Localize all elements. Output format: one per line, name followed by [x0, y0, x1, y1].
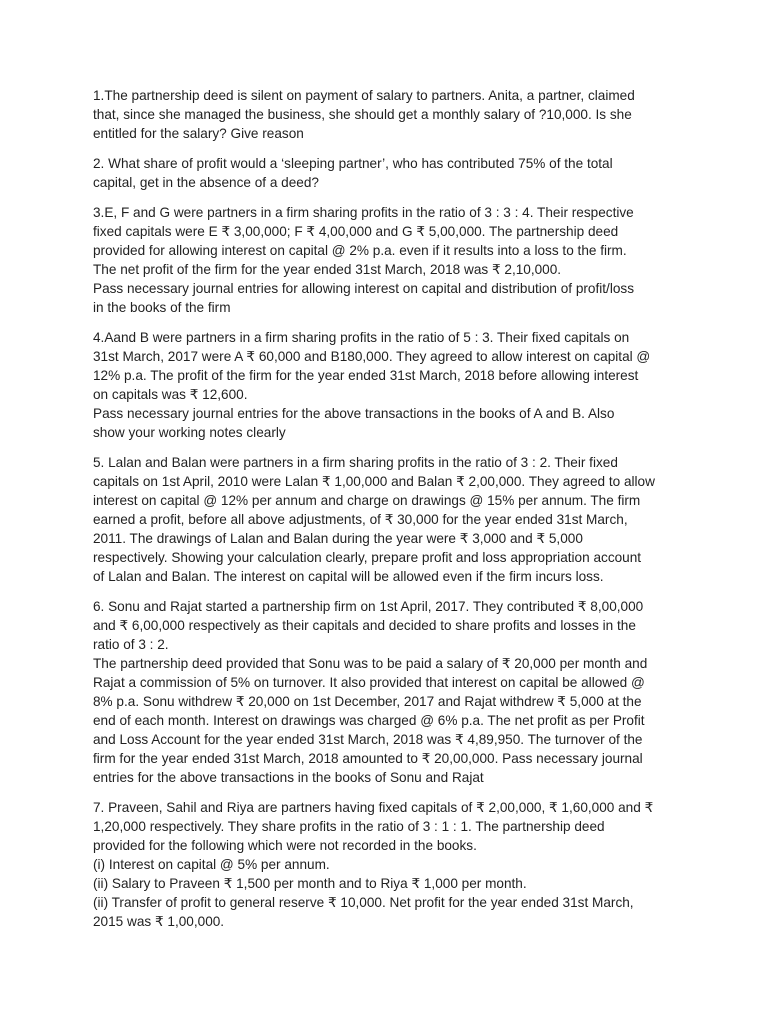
question-line: and Loss Account for the year ended 31st March, 2018 was ₹ 4,89,950. The turnover of the [93, 732, 643, 747]
question-line: 4.Aand B were partners in a firm sharing profits in the ratio of 5 : 3. Their fixed capitals on [93, 330, 630, 345]
question-3 [93, 203, 676, 317]
question-line: 5. Lalan and Balan were partners in a firm sharing profits in the ratio of 3 : 2. Their fixed [93, 455, 618, 470]
question-line: (ii) Salary to Praveen ₹ 1,500 per month and to Riya ₹ 1,000 per month. [93, 876, 527, 891]
question-line: of Lalan and Balan. The interest on capital will be allowed even if the firm incurs loss. [93, 569, 604, 584]
question-line: 7. Praveen, Sahil and Riya are partners having fixed capitals of ₹ 2,00,000, ₹ 1,60,000 and ₹ [93, 800, 654, 815]
question-line: on capitals was ₹ 12,600. [93, 387, 248, 402]
question-line: (i) Interest on capital @ 5% per annum. [93, 857, 330, 872]
question-line: capital, get in the absence of a deed? [93, 175, 319, 190]
question-4 [93, 328, 676, 442]
question-line: The partnership deed provided that Sonu was to be paid a salary of ₹ 20,000 per month and [93, 656, 648, 671]
question-line: 3.E, F and G were partners in a firm sharing profits in the ratio of 3 : 3 : 4. Their respective [93, 205, 634, 220]
question-line: and ₹ 6,00,000 respectively as their capitals and decided to share profits and losses in the [93, 618, 636, 633]
question-line: show your working notes clearly [93, 425, 286, 440]
question-line: 1.The partnership deed is silent on payment of salary to partners. Anita, a partner, claimed [93, 88, 635, 103]
question-line: end of each month. Interest on drawings was charged @ 6% p.a. The net profit as per Profit [93, 713, 645, 728]
question-line: earned a profit, before all above adjustments, of ₹ 30,000 for the year ended 31st March, [93, 512, 628, 527]
question-line: Rajat a commission of 5% on turnover. It also provided that interest on capital be allowed @ [93, 675, 645, 690]
question-line: Pass necessary journal entries for the above transactions in the books of A and B. Also [93, 406, 615, 421]
question-line: 31st March, 2017 were A ₹ 60,000 and B180,000. They agreed to allow interest on capital @ [93, 349, 651, 364]
question-line: interest on capital @ 12% per annum and charge on drawings @ 15% per annum. The firm [93, 493, 641, 508]
question-line: in the books of the firm [93, 300, 231, 315]
question-5 [93, 453, 676, 586]
question-line: Pass necessary journal entries for allowing interest on capital and distribution of profit/loss [93, 281, 635, 296]
question-line: 12% p.a. The profit of the firm for the year ended 31st March, 2018 before allowing interest [93, 368, 639, 383]
question-6 [93, 597, 676, 787]
question-line: 2015 was ₹ 1,00,000. [93, 914, 225, 929]
question-line: capitals on 1st April, 2010 were Lalan ₹ 1,00,000 and Balan ₹ 2,00,000. They agreed to allow [93, 474, 655, 489]
question-7 [93, 798, 676, 931]
question-line: 2011. The drawings of Lalan and Balan during the year were ₹ 3,000 and ₹ 5,000 [93, 531, 583, 546]
question-line: 8% p.a. Sonu withdrew ₹ 20,000 on 1st December, 2017 and Rajat withdrew ₹ 5,000 at the [93, 694, 642, 709]
question-line: (ii) Transfer of profit to general reserve ₹ 10,000. Net profit for the year ended 31st March, [93, 895, 634, 910]
question-line: entitled for the salary? Give reason [93, 126, 304, 141]
question-line: that, since she managed the business, she should get a monthly salary of ?10,000. Is she [93, 107, 632, 122]
question-line: 2. What share of profit would a ‘sleeping partner’, who has contributed 75% of the total [93, 156, 613, 171]
question-line: entries for the above transactions in the books of Sonu and Rajat [93, 770, 484, 785]
question-line: respectively. Showing your calculation clearly, prepare profit and loss appropriation account [93, 550, 642, 565]
question-line: provided for the following which were not recorded in the books. [93, 838, 477, 853]
question-line: ratio of 3 : 2. [93, 637, 169, 652]
question-line: The net profit of the firm for the year ended 31st March, 2018 was ₹ 2,10,000. [93, 262, 562, 277]
question-line: firm for the year ended 31st March, 2018 amounted to ₹ 20,00,000. Pass necessary journal [93, 751, 643, 766]
question-line: provided for allowing interest on capital @ 2% p.a. even if it results into a loss to the firm. [93, 243, 627, 258]
question-line: 1,20,000 respectively. They share profits in the ratio of 3 : 1 : 1. The partnership deed [93, 819, 605, 834]
question-2 [93, 154, 676, 192]
question-1 [93, 86, 676, 143]
question-line: 6. Sonu and Rajat started a partnership firm on 1st April, 2017. They contributed ₹ 8,00,000 [93, 599, 644, 614]
question-line: fixed capitals were E ₹ 3,00,000; F ₹ 4,00,000 and G ₹ 5,00,000. The partnership deed [93, 224, 619, 239]
